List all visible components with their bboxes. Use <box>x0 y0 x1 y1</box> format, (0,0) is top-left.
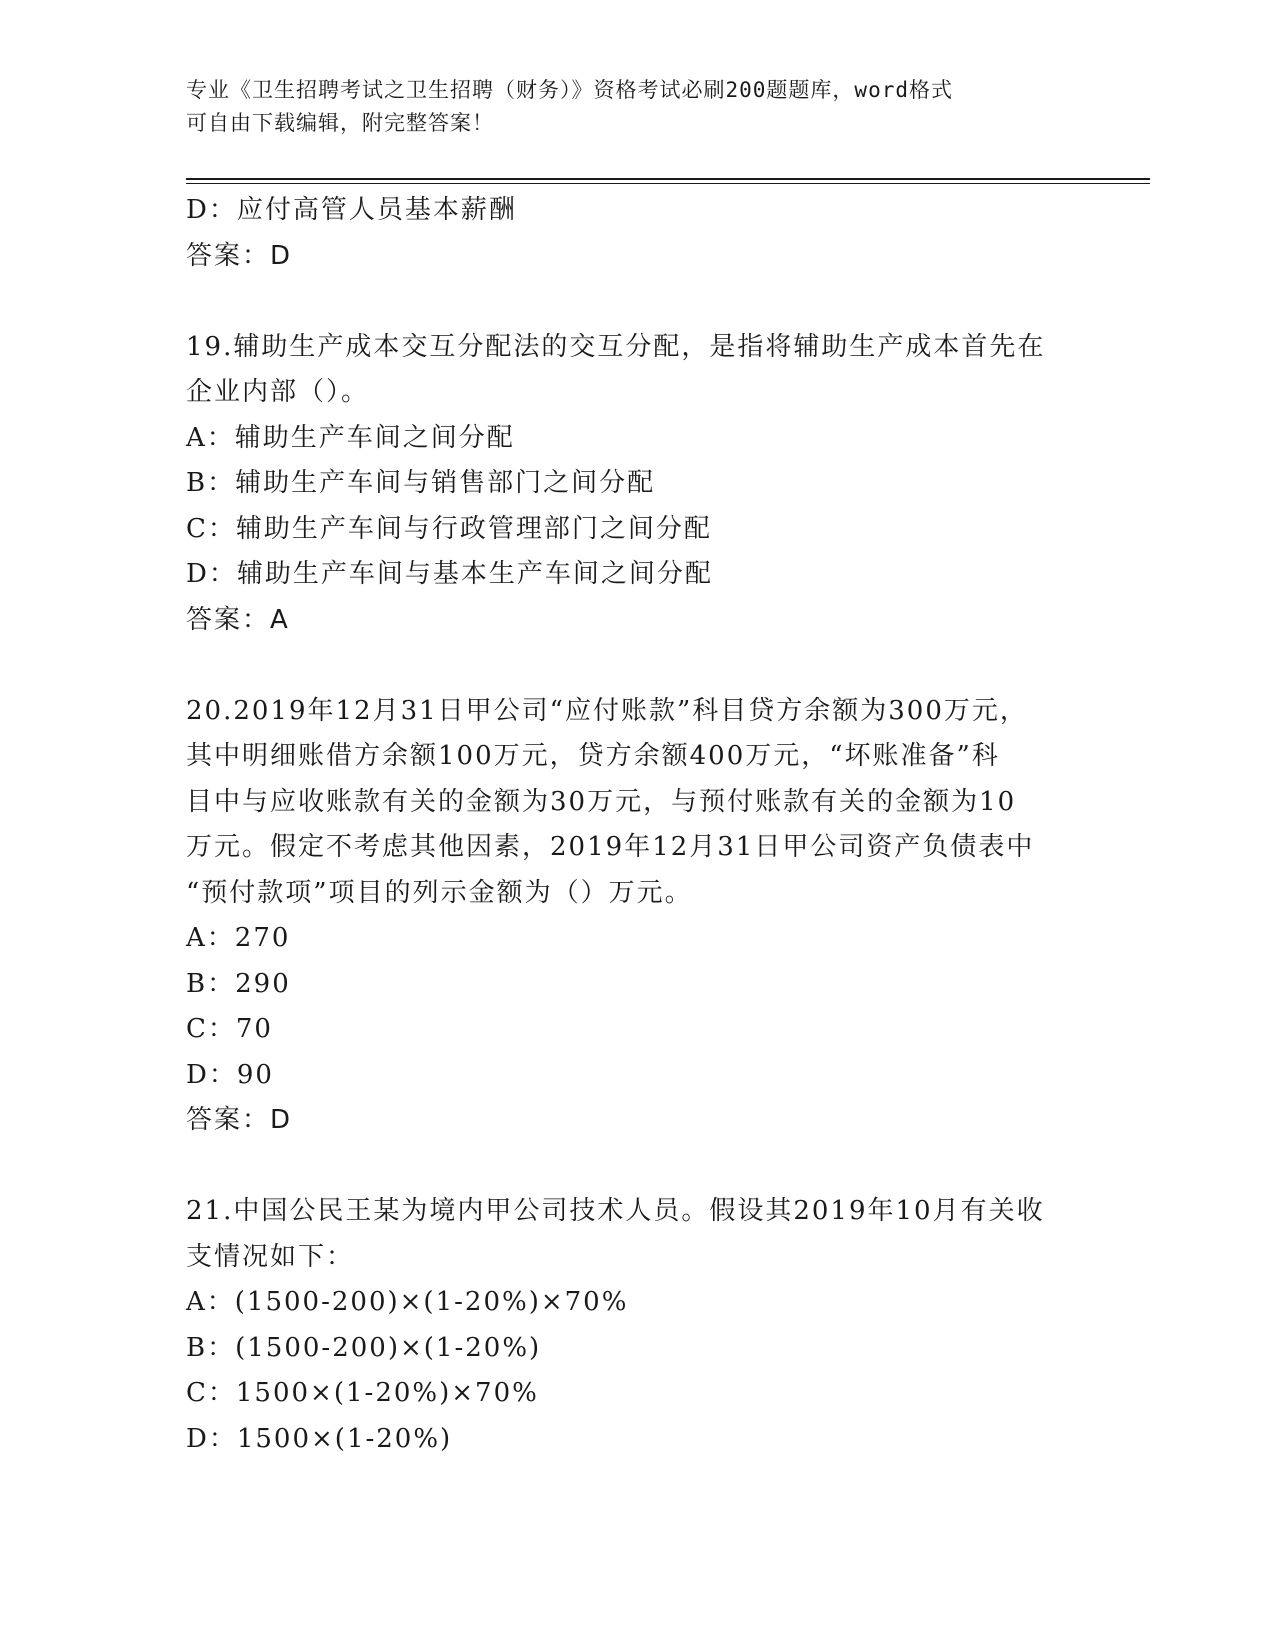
q19-answer: 答案：A <box>186 604 290 635</box>
q21-option-a: A：(1500-200)×(1-20%)×70% <box>186 1287 629 1317</box>
spacer <box>186 279 1086 325</box>
q19-option-c: C：辅助生产车间与行政管理部门之间分配 <box>186 513 712 544</box>
q20-stem-line-3: 目中与应收账款有关的金额为30万元，与预付账款有关的金额为10 <box>186 786 1017 817</box>
q19-option-b: B：辅助生产车间与销售部门之间分配 <box>186 468 656 498</box>
question-20 <box>186 689 1086 1144</box>
q19-stem-line-1: 19.辅助生产成本交互分配法的交互分配，是指将辅助生产成本首先在 <box>186 331 1046 362</box>
q21-stem-line-1: 21.中国公民王某为境内甲公司技术人员。假设其2019年10月有关收 <box>186 1196 1045 1226</box>
q20-answer: 答案：D <box>186 1105 293 1135</box>
q21-option-c: C：1500×(1-20%)×70% <box>186 1378 539 1408</box>
q20-stem-line-2: 其中明细账借方余额100万元，贷方余额400万元，“坏账准备”科 <box>186 741 1000 771</box>
q20-option-c: C：70 <box>186 1014 273 1044</box>
q18-answer: 答案：D <box>186 240 293 271</box>
spacer <box>186 1144 1086 1190</box>
q20-option-d: D：90 <box>186 1059 274 1090</box>
question-19 <box>186 325 1086 644</box>
q20-option-b: B：290 <box>186 968 291 999</box>
header-line-1: 专业《卫生招聘考试之卫生招聘（财务）》资格考试必刷200题题库，word格式 <box>186 78 953 102</box>
q20-stem-line-1: 20.2019年12月31日甲公司“应付账款”科目贷方余额为300万元， <box>186 695 1028 726</box>
document-body <box>186 188 1086 1462</box>
q20-option-a: A：270 <box>186 923 291 953</box>
q19-option-d: D：辅助生产车间与基本生产车间之间分配 <box>186 559 713 589</box>
q20-stem-line-4: 万元。假定不考虑其他因素，2019年12月31日甲公司资产负债表中 <box>186 832 1035 862</box>
q21-option-b: B：(1500-200)×(1-20%) <box>186 1332 542 1363</box>
q18-option-d: D：应付高管人员基本薪酬 <box>186 195 517 225</box>
header-divider-thin <box>186 183 1150 184</box>
q21-option-d: D：1500×(1-20%) <box>186 1423 453 1454</box>
document-header <box>186 74 1086 140</box>
spacer <box>186 643 1086 689</box>
header-divider-thick <box>186 178 1150 180</box>
q19-option-a: A：辅助生产车间之间分配 <box>186 422 515 453</box>
header-line-2: 可自由下载编辑，附完整答案！ <box>186 111 494 135</box>
q21-stem-line-2: 支情况如下： <box>186 1241 355 1272</box>
q19-stem-line-2: 企业内部（）。 <box>186 377 370 407</box>
question-21 <box>186 1189 1086 1462</box>
question-18-tail <box>186 188 1086 279</box>
q20-stem-line-5: “预付款项”项目的列示金额为（）万元。 <box>186 877 693 908</box>
